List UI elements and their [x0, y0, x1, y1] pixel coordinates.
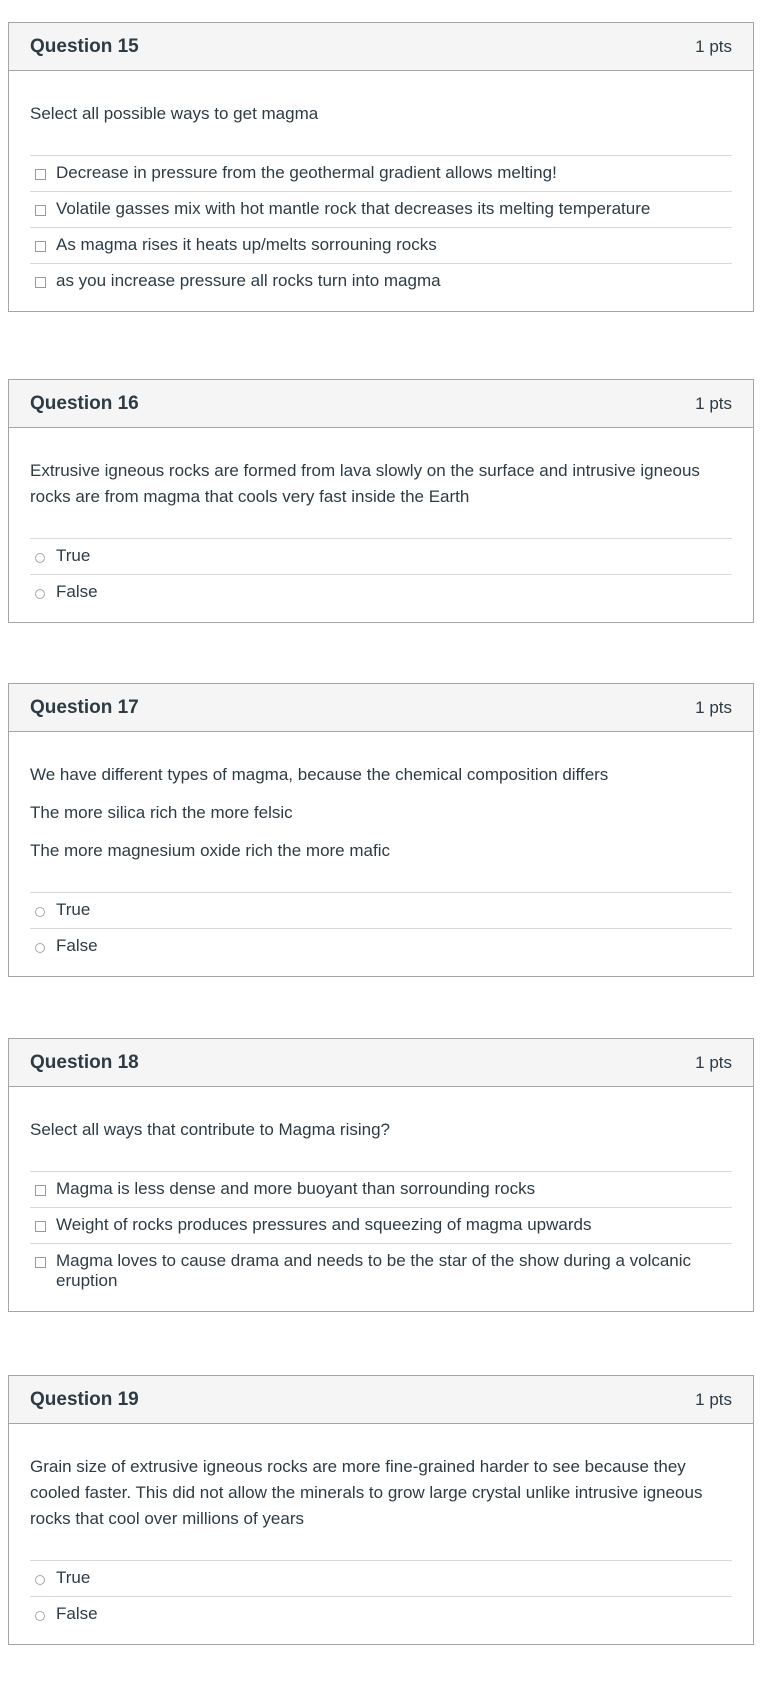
- answer-option[interactable]: [30, 227, 732, 263]
- question-title: Question 16: [30, 392, 139, 414]
- question-19: [8, 1375, 754, 1645]
- answer-option[interactable]: [30, 1596, 732, 1624]
- answer-option[interactable]: [30, 574, 732, 602]
- answer-label: True: [56, 1568, 91, 1587]
- question-16: [8, 379, 754, 623]
- question-body: [9, 1087, 753, 1311]
- answer-label: True: [56, 546, 91, 565]
- answer-label: Decrease in pressure from the geothermal gradient allows melting!: [56, 163, 557, 182]
- answer-option[interactable]: [30, 1560, 732, 1596]
- question-title: Question 15: [30, 35, 139, 57]
- answer-option[interactable]: [30, 1171, 732, 1207]
- question-body: [9, 1424, 753, 1644]
- question-points: 1 pts: [695, 1052, 732, 1072]
- answer-label: Weight of rocks produces pressures and squeezing of magma upwards: [56, 1215, 592, 1234]
- answer-label: False: [56, 936, 98, 955]
- answer-option[interactable]: [30, 191, 732, 227]
- answer-label: Magma loves to cause drama and needs to be the star of the show during a volcanic eruption: [56, 1251, 692, 1290]
- question-header: [9, 684, 753, 732]
- question-body: [9, 732, 753, 976]
- radio-icon[interactable]: [35, 1575, 45, 1585]
- question-header: [9, 380, 753, 428]
- checkbox-icon[interactable]: [35, 241, 46, 252]
- question-17: [8, 683, 754, 977]
- question-points: 1 pts: [695, 393, 732, 413]
- answer-label: As magma rises it heats up/melts sorrouning rocks: [56, 235, 437, 254]
- answer-option[interactable]: [30, 263, 732, 291]
- answer-list: [30, 892, 732, 956]
- answer-option[interactable]: [30, 928, 732, 956]
- answer-option[interactable]: [30, 155, 732, 191]
- question-points: 1 pts: [695, 697, 732, 717]
- question-points: 1 pts: [695, 1389, 732, 1409]
- question-points: 1 pts: [695, 36, 732, 56]
- question-text: [30, 762, 732, 864]
- question-header: [9, 23, 753, 71]
- question-18: [8, 1038, 754, 1312]
- answer-label: True: [56, 900, 91, 919]
- checkbox-icon[interactable]: [35, 205, 46, 216]
- question-text-line: Select all possible ways to get magma: [30, 104, 319, 123]
- question-text: [30, 1117, 732, 1143]
- answer-option[interactable]: [30, 1207, 732, 1243]
- checkbox-icon[interactable]: [35, 169, 46, 180]
- answer-label: False: [56, 1604, 98, 1623]
- question-text-line: We have different types of magma, because the chemical composition differs: [30, 765, 609, 784]
- checkbox-icon[interactable]: [35, 1221, 46, 1232]
- question-text-line: The more magnesium oxide rich the more mafic: [30, 841, 390, 860]
- answer-option[interactable]: [30, 1243, 732, 1291]
- question-body: [9, 71, 753, 311]
- radio-icon[interactable]: [35, 589, 45, 599]
- answer-option[interactable]: [30, 538, 732, 574]
- answer-list: [30, 538, 732, 602]
- question-title: Question 19: [30, 1388, 139, 1410]
- question-text-line: Select all ways that contribute to Magma rising?: [30, 1120, 391, 1139]
- question-header: [9, 1039, 753, 1087]
- question-body: [9, 428, 753, 622]
- answer-label: False: [56, 582, 98, 601]
- question-header: [9, 1376, 753, 1424]
- question-15: [8, 22, 754, 312]
- question-text: [30, 458, 732, 510]
- question-title: Question 18: [30, 1051, 139, 1073]
- answer-label: as you increase pressure all rocks turn into magma: [56, 271, 441, 290]
- answer-label: Volatile gasses mix with hot mantle rock that decreases its melting temperature: [56, 199, 651, 218]
- radio-icon[interactable]: [35, 943, 45, 953]
- question-text-line: Extrusive igneous rocks are formed from lava slowly on the surface and intrusive igneous rocks are from magma that cools very fast inside the Earth: [30, 461, 700, 506]
- question-text-line: The more silica rich the more felsic: [30, 803, 293, 822]
- radio-icon[interactable]: [35, 553, 45, 563]
- question-text: [30, 101, 732, 127]
- checkbox-icon[interactable]: [35, 1257, 46, 1268]
- question-text-line: Grain size of extrusive igneous rocks are more fine-grained harder to see because they cooled faster. This did not allow the minerals to grow large crystal unlike intrusive igneous rocks that cool over millions of years: [30, 1457, 703, 1528]
- radio-icon[interactable]: [35, 1611, 45, 1621]
- question-title: Question 17: [30, 696, 139, 718]
- answer-option[interactable]: [30, 892, 732, 928]
- checkbox-icon[interactable]: [35, 277, 46, 288]
- answer-label: Magma is less dense and more buoyant than sorrounding rocks: [56, 1179, 536, 1198]
- answer-list: [30, 1171, 732, 1291]
- answer-list: [30, 1560, 732, 1624]
- checkbox-icon[interactable]: [35, 1185, 46, 1196]
- radio-icon[interactable]: [35, 907, 45, 917]
- question-text: [30, 1454, 732, 1532]
- answer-list: [30, 155, 732, 291]
